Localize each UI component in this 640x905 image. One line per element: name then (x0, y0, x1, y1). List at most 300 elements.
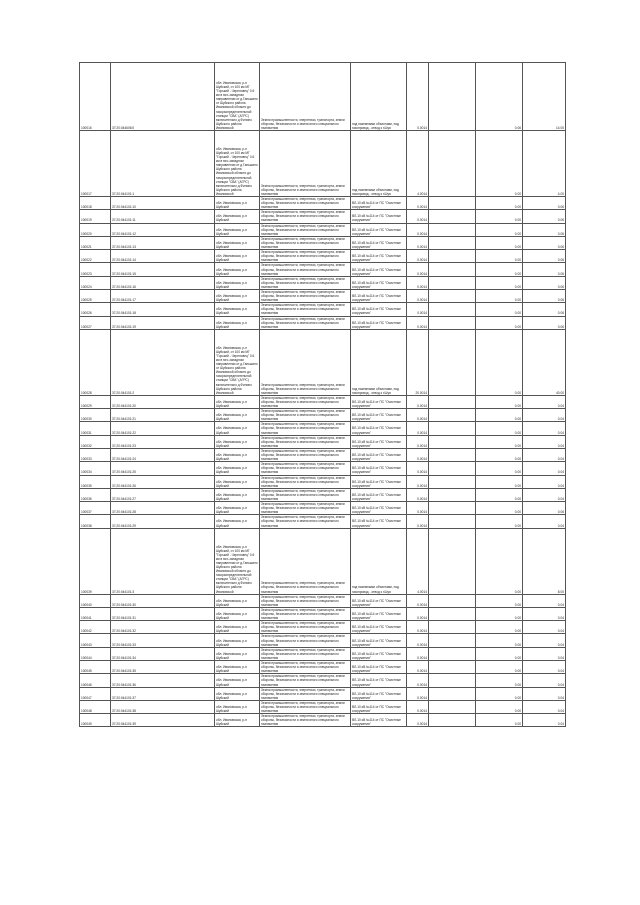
cell-empty (429, 448, 476, 461)
cell-area: 0.0014 (407, 714, 429, 727)
table-row (80, 687, 566, 700)
cell-empty (429, 316, 476, 329)
cell-area: 4.0014 (407, 528, 429, 594)
cell-record-id: 100032 (80, 435, 111, 448)
cell-value-1: 0.00 (476, 594, 523, 607)
cell-permitted-use: ВЛ-10 кВ №114 от ПС "Очистные сооружения" (351, 714, 407, 727)
cell-record-id: 100047 (80, 687, 111, 700)
cell-value-1: 0.00 (476, 448, 523, 461)
cell-permitted-use: ВЛ-10 кВ №114 от ПС "Очистные сооружения" (351, 462, 407, 475)
cell-empty (429, 621, 476, 634)
cell-cadastral-number: 37:20:044101:33 (111, 634, 215, 647)
cell-value-1: 0.00 (476, 197, 523, 210)
table-row (80, 435, 566, 448)
table-row (80, 502, 566, 515)
cell-value-2: 0.06 (523, 263, 566, 276)
cell-address: обл. Ивановская, р-н Шуйский (215, 263, 260, 276)
cell-value-1: 0.00 (476, 422, 523, 435)
cell-cadastral-number: 37:20:044101:38 (111, 700, 215, 713)
table-row (80, 409, 566, 422)
cell-land-category: Земли промышленности, энергетики, транспорта, земли обороны, безопасности и земли иного специального назначения (260, 528, 351, 594)
table-row (80, 448, 566, 461)
cell-area: 0.0014 (407, 700, 429, 713)
cell-cadastral-number: 37:20:044101:10 (111, 197, 215, 210)
table-row (80, 634, 566, 647)
cell-address: обл. Ивановская, р-н Шуйский (215, 594, 260, 607)
cell-permitted-use: ВЛ-10 кВ №114 от ПС "Очистные сооружения" (351, 661, 407, 674)
cell-area: 0.0014 (407, 316, 429, 329)
cell-cadastral-number: 37:20:044101:16 (111, 276, 215, 289)
cell-record-id: 100038 (80, 515, 111, 528)
cell-record-id: 100028 (80, 329, 111, 395)
cell-record-id: 100025 (80, 289, 111, 302)
cell-value-1: 0.06 (476, 63, 523, 131)
cell-land-category: Земли промышленности, энергетики, транспорта, земли обороны, безопасности и земли иного специального назначения (260, 210, 351, 223)
cell-permitted-use: ВЛ-10 кВ №114 от ПС "Очистные сооружения" (351, 502, 407, 515)
cell-empty (429, 289, 476, 302)
cell-cadastral-number: 37:20:044101:27 (111, 488, 215, 501)
cell-area: 0.0014 (407, 607, 429, 620)
cell-address: обл. Ивановская, р-н Шуйский (215, 700, 260, 713)
cell-land-category: Земли промышленности, энергетики, транспорта, земли обороны, безопасности и земли иного специального назначения (260, 329, 351, 395)
cell-address: обл. Ивановская, р-н Шуйский (215, 276, 260, 289)
cell-permitted-use: ВЛ-10 кВ №114 от ПС "Очистные сооружения" (351, 634, 407, 647)
cell-address: обл. Ивановская, р-н Шуйский (215, 303, 260, 316)
cell-area: 0.0014 (407, 435, 429, 448)
cell-value-1: 0.00 (476, 462, 523, 475)
cell-permitted-use: ВЛ-10 кВ №114 от ПС "Очистные сооружения" (351, 395, 407, 408)
cell-record-id: 100030 (80, 409, 111, 422)
cell-empty (429, 409, 476, 422)
cell-value-2: 0.04 (523, 687, 566, 700)
cell-empty (429, 634, 476, 647)
cell-land-category: Земли промышленности, энергетики, транспорта, земли обороны, безопасности и земли иного специального назначения (260, 687, 351, 700)
cell-cadastral-number: 37:20:044101:39 (111, 714, 215, 727)
cell-record-id: 100035 (80, 475, 111, 488)
cell-empty (429, 236, 476, 249)
cell-cadastral-number: 37:20:044101:1 (111, 131, 215, 197)
cell-land-category: Земли промышленности, энергетики, транспорта, земли обороны, безопасности и земли иного специального назначения (260, 223, 351, 236)
cell-permitted-use: под наземными объектами, под газопровод - отвод к г.Шуя (351, 131, 407, 197)
cell-address: обл. Ивановская, р-н Шуйский (215, 448, 260, 461)
cell-land-category: Земли промышленности, энергетики, транспорта, земли обороны, безопасности и земли иного специального назначения (260, 448, 351, 461)
cell-land-category: Земли промышленности, энергетики, транспорта, земли обороны, безопасности и земли иного специального назначения (260, 515, 351, 528)
cell-land-category: Земли промышленности, энергетики, транспорта, земли обороны, безопасности и земли иного специального назначения (260, 289, 351, 302)
table-row (80, 475, 566, 488)
cell-permitted-use: под наземными объектами, под газопровод - отвод к г.Шуя (351, 329, 407, 395)
cell-land-category: Земли промышленности, энергетики, транспорта, земли обороны, безопасности и земли иного специального назначения (260, 303, 351, 316)
cell-area: 0.0014 (407, 488, 429, 501)
cell-empty (429, 250, 476, 263)
cell-permitted-use: ВЛ-10 кВ №114 от ПС "Очистные сооружения" (351, 448, 407, 461)
cell-address: обл. Ивановская, р-н Шуйский (215, 714, 260, 727)
cell-empty (429, 488, 476, 501)
cell-address: обл. Ивановская, р-н Шуйский (215, 197, 260, 210)
cell-value-2: 0.06 (523, 316, 566, 329)
table-row (80, 250, 566, 263)
cell-permitted-use: ВЛ-10 кВ №114 от ПС "Очистные сооружения" (351, 276, 407, 289)
cell-empty (429, 607, 476, 620)
table-body (80, 63, 566, 727)
cell-empty (429, 223, 476, 236)
cell-address: обл. Ивановская, р-н Шуйский (215, 687, 260, 700)
cell-record-id: 100042 (80, 621, 111, 634)
cell-empty (429, 435, 476, 448)
cell-cadastral-number: 37:20:044101:25 (111, 462, 215, 475)
table-row (80, 263, 566, 276)
cell-cadastral-number: 37:20:044101:22 (111, 422, 215, 435)
cell-cadastral-number: 37:20:044101:34 (111, 647, 215, 660)
cell-cadastral-number: 37:20:044101:12 (111, 223, 215, 236)
cell-cadastral-number: 37:20:044101:31 (111, 607, 215, 620)
cell-value-1: 0.00 (476, 528, 523, 594)
cell-permitted-use: ВЛ-10 кВ №114 от ПС "Очистные сооружения" (351, 409, 407, 422)
cell-land-category: Земли промышленности, энергетики, транспорта, земли обороны, безопасности и земли иного специального назначения (260, 63, 351, 131)
cell-value-2: 0.06 (523, 250, 566, 263)
cell-value-1: 0.00 (476, 502, 523, 515)
cell-area: 0.0014 (407, 303, 429, 316)
cell-permitted-use: ВЛ-10 кВ №114 от ПС "Очистные сооружения" (351, 250, 407, 263)
cell-land-category: Земли промышленности, энергетики, транспорта, земли обороны, безопасности и земли иного специального назначения (260, 502, 351, 515)
cell-record-id: 100022 (80, 250, 111, 263)
cell-value-1: 0.00 (476, 303, 523, 316)
cell-empty (429, 502, 476, 515)
table-row (80, 289, 566, 302)
cell-land-category: Земли промышленности, энергетики, транспорта, земли обороны, безопасности и земли иного специального назначения (260, 316, 351, 329)
cell-value-1: 0.00 (476, 634, 523, 647)
cell-permitted-use: ВЛ-10 кВ №114 от ПС "Очистные сооружения" (351, 197, 407, 210)
cell-value-2: 0.04 (523, 607, 566, 620)
cell-area: 0.0014 (407, 594, 429, 607)
cell-empty (429, 687, 476, 700)
cell-land-category: Земли промышленности, энергетики, транспорта, земли обороны, безопасности и земли иного специального назначения (260, 197, 351, 210)
cell-area: 0.0014 (407, 647, 429, 660)
cell-value-2: 0.04 (523, 435, 566, 448)
cell-area: 0.0014 (407, 276, 429, 289)
cell-area: 0.0014 (407, 236, 429, 249)
cell-area: 0.0014 (407, 661, 429, 674)
cell-value-2: 0.04 (523, 594, 566, 607)
cell-address: обл. Ивановская, р-н Шуйский (215, 515, 260, 528)
cell-value-1: 0.00 (476, 250, 523, 263)
cell-address: обл. Ивановская, р-н Шуйский, от 100 км МГ "Горький - Череповец" 0.6 км в юго-западном направлении от д.Ганьшино от Шуйского района Ивановской области до газораспределительной станции "СВА" (АГРС) включительно д.Филино Шуйского района Ивановской (215, 63, 260, 131)
cell-value-1: 0.00 (476, 647, 523, 660)
cell-land-category: Земли промышленности, энергетики, транспорта, земли обороны, безопасности и земли иного специального назначения (260, 276, 351, 289)
cell-cadastral-number: 37:20:044606:0 (111, 63, 215, 131)
cell-land-category: Земли промышленности, энергетики, транспорта, земли обороны, безопасности и земли иного специального назначения (260, 700, 351, 713)
cell-permitted-use: ВЛ-10 кВ №114 от ПС "Очистные сооружения" (351, 488, 407, 501)
cell-area: 0.0014 (407, 210, 429, 223)
table-row (80, 197, 566, 210)
cell-value-2: 40.00 (523, 329, 566, 395)
cell-land-category: Земли промышленности, энергетики, транспорта, земли обороны, безопасности и земли иного специального назначения (260, 462, 351, 475)
cell-land-category: Земли промышленности, энергетики, транспорта, земли обороны, безопасности и земли иного специального назначения (260, 236, 351, 249)
cell-record-id: 100040 (80, 594, 111, 607)
cell-value-2: 0.04 (523, 634, 566, 647)
cell-record-id: 100029 (80, 395, 111, 408)
cell-empty (429, 647, 476, 660)
cell-area: 20.0014 (407, 329, 429, 395)
cell-permitted-use: ВЛ-10 кВ №114 от ПС "Очистные сооружения" (351, 700, 407, 713)
cell-permitted-use: ВЛ-10 кВ №114 от ПС "Очистные сооружения" (351, 422, 407, 435)
cell-permitted-use: ВЛ-10 кВ №114 от ПС "Очистные сооружения" (351, 607, 407, 620)
cell-cadastral-number: 37:20:044101:37 (111, 687, 215, 700)
cell-permitted-use: ВЛ-10 кВ №114 от ПС "Очистные сооружения" (351, 289, 407, 302)
cell-land-category: Земли промышленности, энергетики, транспорта, земли обороны, безопасности и земли иного специального назначения (260, 263, 351, 276)
cell-empty (429, 515, 476, 528)
cell-empty (429, 303, 476, 316)
cell-permitted-use: ВЛ-10 кВ №114 от ПС "Очистные сооружения" (351, 594, 407, 607)
cell-value-1: 0.00 (476, 714, 523, 727)
cell-empty (429, 210, 476, 223)
cell-cadastral-number: 37:20:044101:3 (111, 528, 215, 594)
table-row (80, 488, 566, 501)
cell-value-1: 0.00 (476, 661, 523, 674)
cell-permitted-use: ВЛ-10 кВ №114 от ПС "Очистные сооружения" (351, 303, 407, 316)
cell-land-category: Земли промышленности, энергетики, транспорта, земли обороны, безопасности и земли иного специального назначения (260, 634, 351, 647)
cell-empty (429, 63, 476, 131)
cell-record-id: 100039 (80, 528, 111, 594)
cell-value-2: 14.00 (523, 63, 566, 131)
cell-cadastral-number: 37:20:044101:29 (111, 515, 215, 528)
cell-value-1: 0.00 (476, 263, 523, 276)
cell-address: обл. Ивановская, р-н Шуйский (215, 289, 260, 302)
table-row (80, 661, 566, 674)
cell-value-2: 0.04 (523, 621, 566, 634)
cell-address: обл. Ивановская, р-н Шуйский (215, 316, 260, 329)
cell-address: обл. Ивановская, р-н Шуйский, от 100 км МГ "Горький - Череповец" 0.6 км в юго-западном направлении от д.Ганьшино от Шуйского района Ивановской области до газораспределительной станции "СВА" (АГРС) включительно д.Филино Шуйского района Ивановской (215, 329, 260, 395)
cell-address: обл. Ивановская, р-н Шуйский (215, 634, 260, 647)
cell-value-1: 0.00 (476, 515, 523, 528)
cell-address: обл. Ивановская, р-н Шуйский (215, 621, 260, 634)
cell-address: обл. Ивановская, р-н Шуйский (215, 661, 260, 674)
cell-value-2: 0.06 (523, 502, 566, 515)
cell-land-category: Земли промышленности, энергетики, транспорта, земли обороны, безопасности и земли иного специального назначения (260, 594, 351, 607)
cell-area: 0.0014 (407, 621, 429, 634)
cell-record-id: 100020 (80, 223, 111, 236)
cell-area: 0.0014 (407, 422, 429, 435)
cell-value-2: 0.04 (523, 488, 566, 501)
cell-area: 0.0014 (407, 475, 429, 488)
cell-permitted-use: ВЛ-10 кВ №114 от ПС "Очистные сооружения" (351, 236, 407, 249)
cell-value-1: 0.00 (476, 316, 523, 329)
cell-address: обл. Ивановская, р-н Шуйский (215, 647, 260, 660)
cell-cadastral-number: 37:20:044101:2 (111, 329, 215, 395)
cell-record-id: 100037 (80, 502, 111, 515)
cell-record-id: 100018 (80, 197, 111, 210)
cell-value-1: 0.00 (476, 276, 523, 289)
cell-value-2: 0.04 (523, 700, 566, 713)
cell-value-1: 0.00 (476, 131, 523, 197)
cell-cadastral-number: 37:20:044101:19 (111, 316, 215, 329)
cell-value-1: 0.00 (476, 395, 523, 408)
cell-land-category: Земли промышленности, энергетики, транспорта, земли обороны, безопасности и земли иного специального назначения (260, 250, 351, 263)
cell-address: обл. Ивановская, р-н Шуйский (215, 250, 260, 263)
cell-land-category: Земли промышленности, энергетики, транспорта, земли обороны, безопасности и земли иного специального назначения (260, 714, 351, 727)
cell-permitted-use: под наземными объектами, под газопровод - отвод к г.Шуя (351, 63, 407, 131)
land-parcels-table (79, 62, 566, 727)
cell-permitted-use: ВЛ-10 кВ №114 от ПС "Очистные сооружения" (351, 687, 407, 700)
cell-permitted-use: ВЛ-10 кВ №114 от ПС "Очистные сооружения" (351, 210, 407, 223)
cell-value-1: 0.00 (476, 674, 523, 687)
cell-permitted-use: ВЛ-10 кВ №114 от ПС "Очистные сооружения" (351, 515, 407, 528)
cell-value-2: 0.06 (523, 197, 566, 210)
cell-permitted-use: ВЛ-10 кВ №114 от ПС "Очистные сооружения" (351, 316, 407, 329)
cell-address: обл. Ивановская, р-н Шуйский (215, 475, 260, 488)
cell-value-2: 4.00 (523, 131, 566, 197)
cell-empty (429, 475, 476, 488)
cell-empty (429, 422, 476, 435)
cell-empty (429, 197, 476, 210)
cell-empty (429, 329, 476, 395)
table-row (80, 700, 566, 713)
cell-value-1: 0.00 (476, 687, 523, 700)
cell-permitted-use: ВЛ-10 кВ №114 от ПС "Очистные сооружения" (351, 475, 407, 488)
cell-cadastral-number: 37:20:044101:21 (111, 409, 215, 422)
cell-value-1: 0.00 (476, 289, 523, 302)
cell-area: 0.0014 (407, 395, 429, 408)
cell-value-2: 0.04 (523, 395, 566, 408)
cell-address: обл. Ивановская, р-н Шуйский (215, 223, 260, 236)
cell-area: 0.0014 (407, 409, 429, 422)
cell-address: обл. Ивановская, р-н Шуйский (215, 409, 260, 422)
cell-permitted-use: ВЛ-10 кВ №114 от ПС "Очистные сооружения" (351, 621, 407, 634)
cell-value-2: 0.06 (523, 303, 566, 316)
cell-cadastral-number: 37:20:044101:13 (111, 236, 215, 249)
cell-value-2: 0.04 (523, 462, 566, 475)
cell-value-2: 0.04 (523, 409, 566, 422)
cell-area: 0.0014 (407, 502, 429, 515)
cell-value-1: 0.00 (476, 700, 523, 713)
cell-address: обл. Ивановская, р-н Шуйский (215, 674, 260, 687)
cell-value-2: 0.04 (523, 515, 566, 528)
cell-land-category: Земли промышленности, энергетики, транспорта, земли обороны, безопасности и земли иного специального назначения (260, 395, 351, 408)
cell-record-id: 100023 (80, 263, 111, 276)
cell-empty (429, 263, 476, 276)
cell-cadastral-number: 37:20:044101:20 (111, 395, 215, 408)
cell-land-category: Земли промышленности, энергетики, транспорта, земли обороны, безопасности и земли иного специального назначения (260, 661, 351, 674)
table-row (80, 607, 566, 620)
cell-value-1: 0.00 (476, 621, 523, 634)
cell-empty (429, 131, 476, 197)
cell-cadastral-number: 37:20:044101:28 (111, 502, 215, 515)
cell-land-category: Земли промышленности, энергетики, транспорта, земли обороны, безопасности и земли иного специального назначения (260, 475, 351, 488)
cell-value-2: 0.06 (523, 210, 566, 223)
cell-land-category: Земли промышленности, энергетики, транспорта, земли обороны, безопасности и земли иного специального назначения (260, 647, 351, 660)
cell-area: 4.0014 (407, 131, 429, 197)
table-row (80, 647, 566, 660)
cell-record-id: 100019 (80, 210, 111, 223)
cell-area: 0.0014 (407, 687, 429, 700)
cell-record-id: 100034 (80, 462, 111, 475)
cell-empty (429, 395, 476, 408)
table-row (80, 303, 566, 316)
table-row (80, 422, 566, 435)
cell-cadastral-number: 37:20:044101:23 (111, 435, 215, 448)
cell-value-2: 0.06 (523, 276, 566, 289)
cell-address: обл. Ивановская, р-н Шуйский (215, 395, 260, 408)
cell-record-id: 100048 (80, 700, 111, 713)
cell-permitted-use: под наземными объектами, под газопровод - отвод к г.Шуя (351, 528, 407, 594)
cell-area: 0.0014 (407, 634, 429, 647)
cell-cadastral-number: 37:20:044101:11 (111, 210, 215, 223)
cell-empty (429, 528, 476, 594)
cell-land-category: Земли промышленности, энергетики, транспорта, земли обороны, безопасности и земли иного специального назначения (260, 131, 351, 197)
cell-record-id: 100021 (80, 236, 111, 249)
cell-record-id: 100026 (80, 303, 111, 316)
cell-value-2: 8.00 (523, 528, 566, 594)
cell-cadastral-number: 37:20:044101:30 (111, 594, 215, 607)
cell-cadastral-number: 37:20:044101:36 (111, 674, 215, 687)
cell-land-category: Земли промышленности, энергетики, транспорта, земли обороны, безопасности и земли иного специального назначения (260, 409, 351, 422)
cell-value-1: 0.00 (476, 435, 523, 448)
cell-permitted-use: ВЛ-10 кВ №114 от ПС "Очистные сооружения" (351, 263, 407, 276)
cell-value-1: 0.00 (476, 236, 523, 249)
cell-cadastral-number: 37:20:044101:32 (111, 621, 215, 634)
cell-value-2: 0.04 (523, 475, 566, 488)
cell-value-1: 0.00 (476, 223, 523, 236)
cell-permitted-use: ВЛ-10 кВ №114 от ПС "Очистные сооружения" (351, 674, 407, 687)
table-row (80, 329, 566, 395)
cell-value-1: 0.00 (476, 409, 523, 422)
cell-permitted-use: ВЛ-10 кВ №114 от ПС "Очистные сооружения" (351, 435, 407, 448)
cell-land-category: Земли промышленности, энергетики, транспорта, земли обороны, безопасности и земли иного специального назначения (260, 435, 351, 448)
cell-area: 0.0014 (407, 250, 429, 263)
cell-value-2: 0.04 (523, 422, 566, 435)
cell-area: 0.0014 (407, 197, 429, 210)
spreadsheet-page (79, 62, 565, 727)
cell-value-2: 0.06 (523, 289, 566, 302)
cell-empty (429, 700, 476, 713)
cell-record-id: 100024 (80, 276, 111, 289)
cell-permitted-use: ВЛ-10 кВ №114 от ПС "Очистные сооружения" (351, 647, 407, 660)
cell-address: обл. Ивановская, р-н Шуйский (215, 607, 260, 620)
table-row (80, 395, 566, 408)
cell-value-2: 0.06 (523, 236, 566, 249)
cell-cadastral-number: 37:20:044101:17 (111, 289, 215, 302)
cell-record-id: 100046 (80, 674, 111, 687)
cell-land-category: Земли промышленности, энергетики, транспорта, земли обороны, безопасности и земли иного специального назначения (260, 422, 351, 435)
cell-address: обл. Ивановская, р-н Шуйский, от 100 км МГ "Горький - Череповец" 0.6 км в юго-западном направлении от д.Ганьшино Шуйского района Ивановской области до газораспределительной станции "СВА" (АГРС) включительно д.Филино Шуйского района Ивановской (215, 131, 260, 197)
cell-value-2: 0.04 (523, 714, 566, 727)
cell-record-id: 100041 (80, 607, 111, 620)
cell-record-id: 100049 (80, 714, 111, 727)
cell-area: 0.0014 (407, 223, 429, 236)
cell-empty (429, 714, 476, 727)
cell-cadastral-number: 37:20:044101:14 (111, 250, 215, 263)
cell-land-category: Земли промышленности, энергетики, транспорта, земли обороны, безопасности и земли иного специального назначения (260, 488, 351, 501)
table-row (80, 131, 566, 197)
cell-value-1: 0.00 (476, 607, 523, 620)
cell-empty (429, 661, 476, 674)
cell-record-id: 100031 (80, 422, 111, 435)
table-row (80, 674, 566, 687)
cell-empty (429, 594, 476, 607)
cell-address: обл. Ивановская, р-н Шуйский, от 100 км МГ "Горький - Череповец" 0.6 км в юго-западном направлении от д.Ганьшино Шуйского района Ивановской области до газораспределительной станции "СВА" (АГРС) включительно д.Филино Шуйского района Ивановской (215, 528, 260, 594)
cell-record-id: 100033 (80, 448, 111, 461)
table-row (80, 236, 566, 249)
cell-cadastral-number: 37:20:044101:18 (111, 303, 215, 316)
cell-address: обл. Ивановская, р-н Шуйский (215, 488, 260, 501)
cell-area: 0.0014 (407, 674, 429, 687)
cell-area: 0.0014 (407, 462, 429, 475)
table-row (80, 621, 566, 634)
table-row (80, 515, 566, 528)
cell-address: обл. Ивановская, р-н Шуйский (215, 502, 260, 515)
cell-record-id: 100044 (80, 647, 111, 660)
cell-address: обл. Ивановская, р-н Шуйский (215, 236, 260, 249)
cell-value-2: 0.04 (523, 647, 566, 660)
